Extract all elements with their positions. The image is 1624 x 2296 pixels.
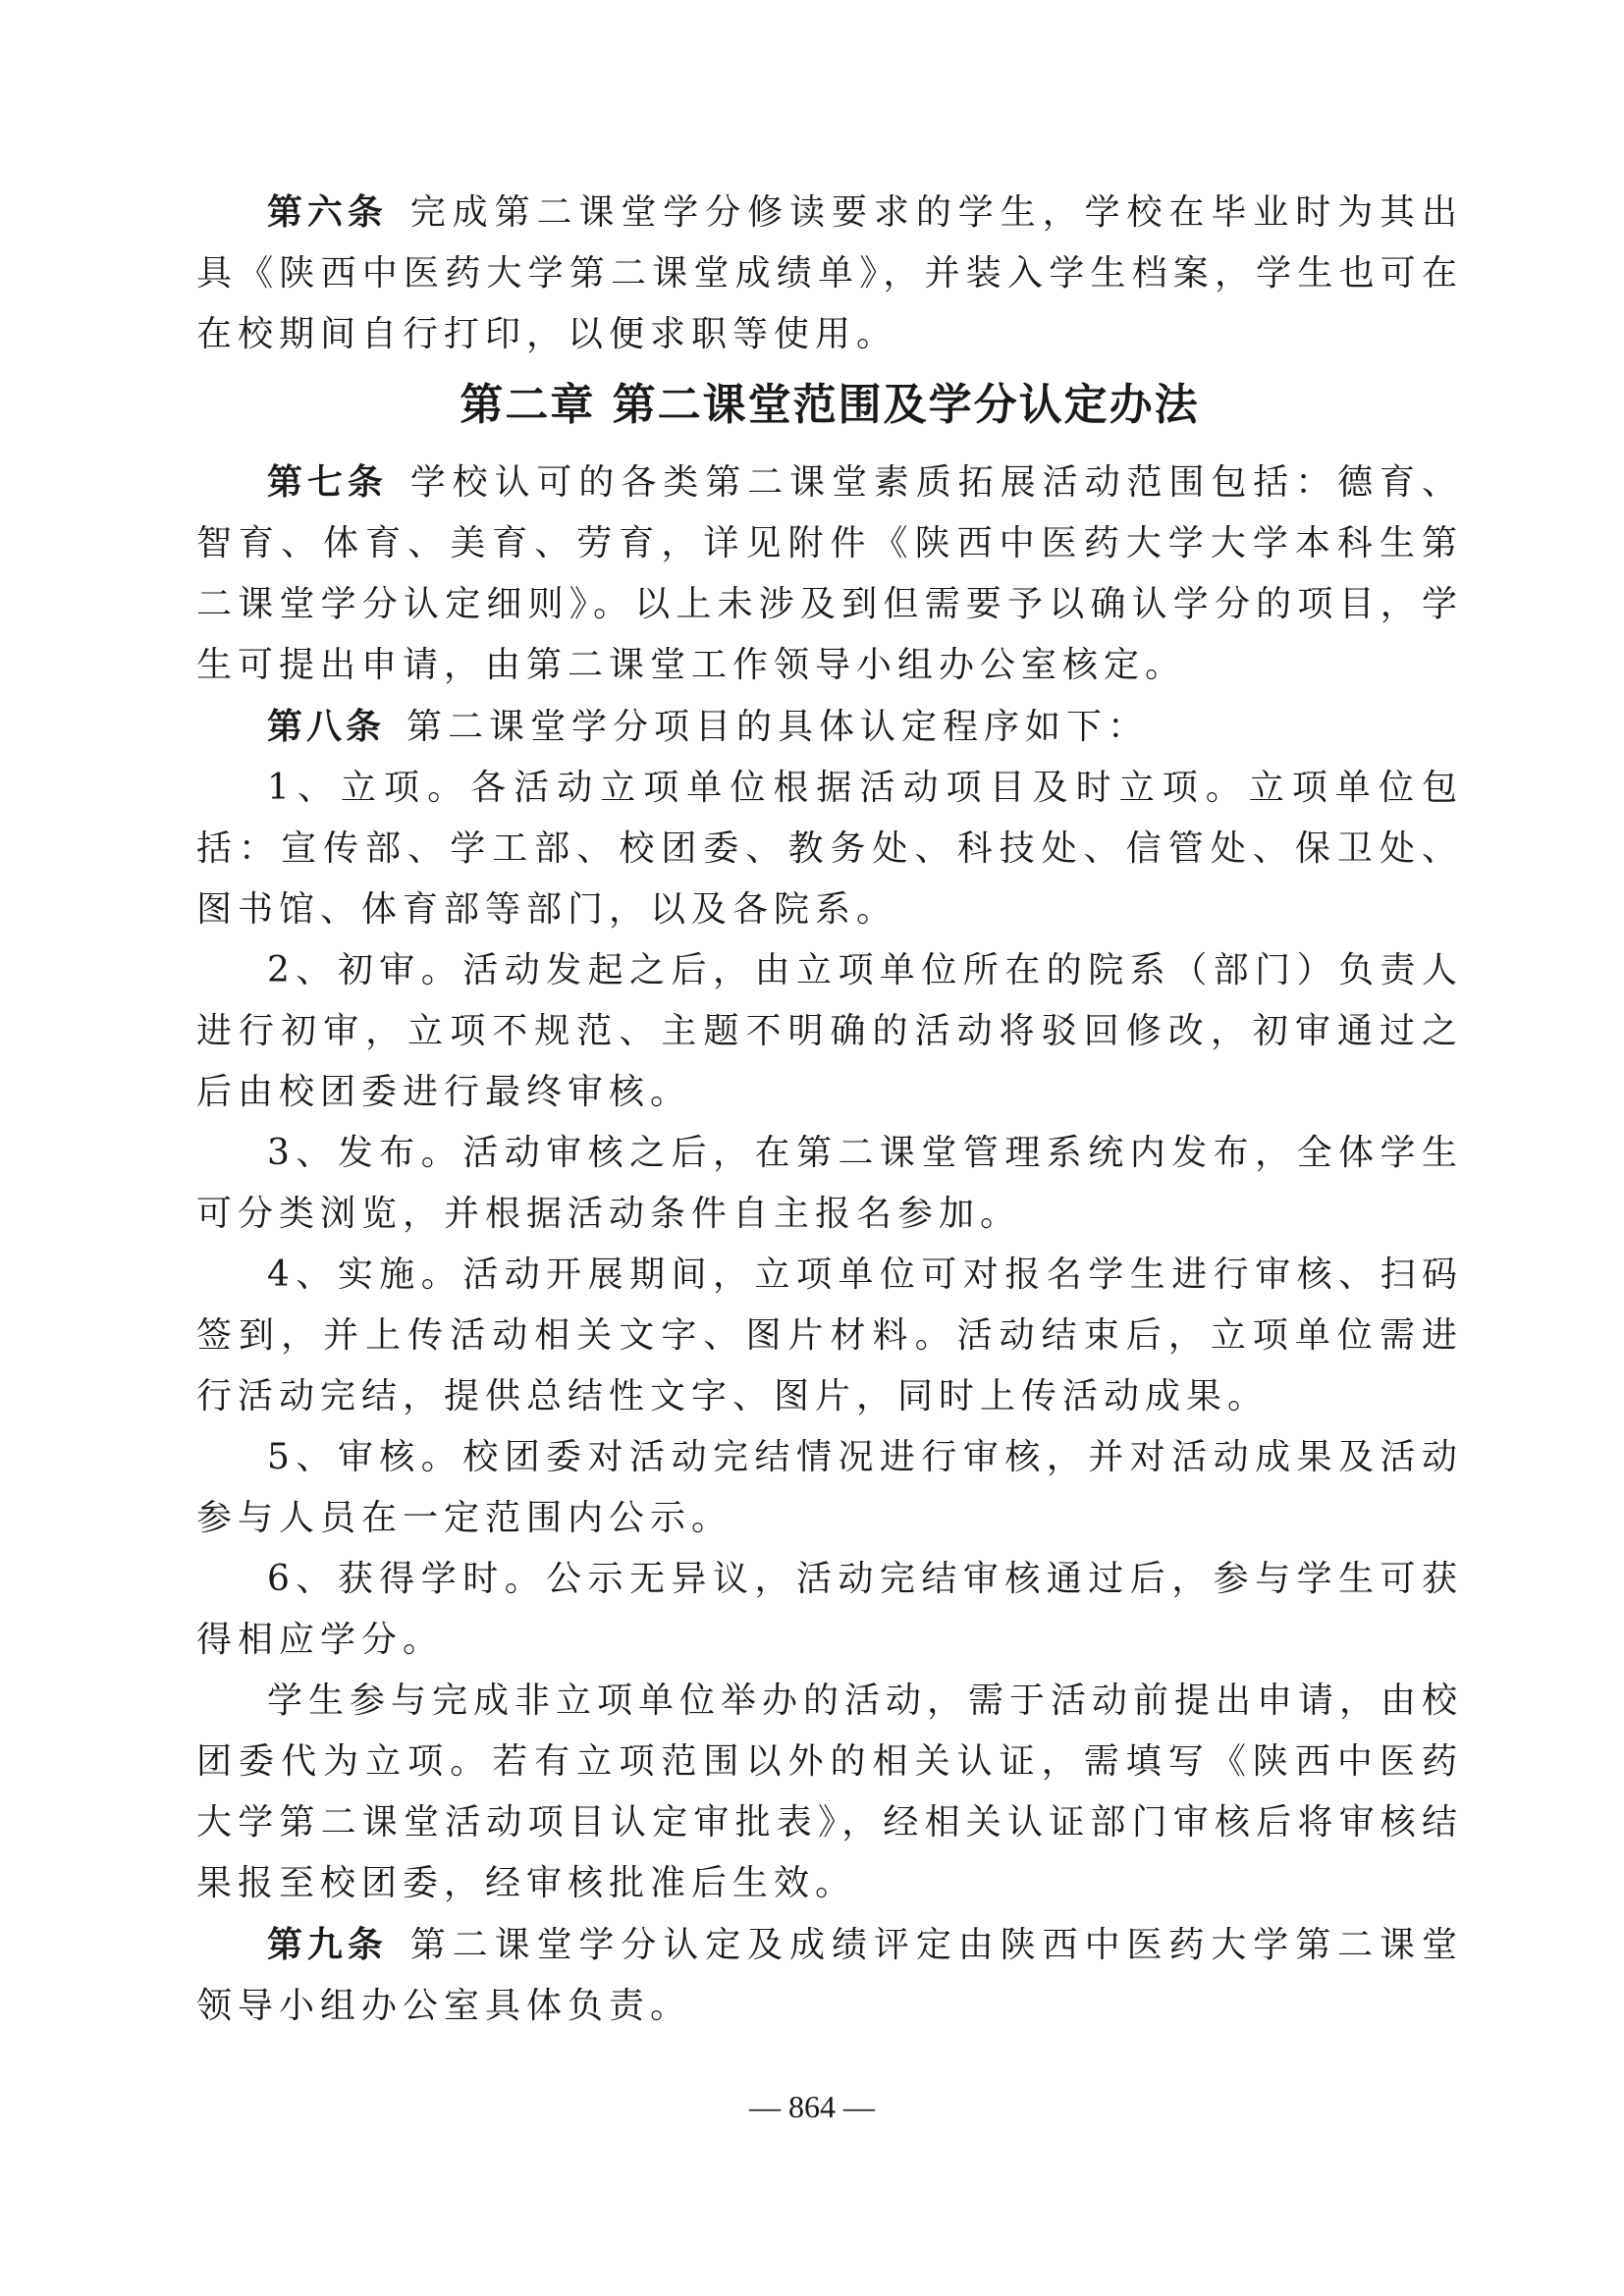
article-8-step-6: 6、获得学时。公示无异议，活动完结审核通过后，参与学生可获得相应学分。	[196, 1559, 1463, 1660]
article-8-step-3: 3、发布。活动审核之后，在第二课堂管理系统内发布，全体学生可分类浏览，并根据活动条件自主报名参加。	[196, 1133, 1463, 1234]
article-9-text: 第二课堂学分认定及成绩评定由陕西中医药大学第二课堂领导小组办公室具体负责。	[196, 1925, 1463, 2026]
article-7-heading: 第七条	[267, 461, 388, 503]
article-8-text: 第二课堂学分项目的具体认定程序如下：	[406, 707, 1150, 747]
page-number: — 864 —	[749, 2089, 875, 2124]
article-8	[196, 696, 1463, 758]
article-6-text: 完成第二课堂学分修读要求的学生，学校在毕业时为其出具《陕西中医药大学第二课堂成绩单》，并装入学生档案，学生也可在在校期间自行打印，以便求职等使用。	[196, 192, 1463, 354]
article-6-heading: 第六条	[267, 191, 388, 233]
article-6	[196, 182, 1463, 365]
article-8-step-4: 4、实施。活动开展期间，立项单位可对报名学生进行审核、扫码签到，并上传活动相关文字、图片材料。活动结束后，立项单位需进行活动完结，提供总结性文字、图片，同时上传活动成果。	[196, 1255, 1463, 1416]
chapter-2-title: 第二章 第二课堂范围及学分认定办法	[460, 380, 1200, 430]
article-7	[196, 452, 1463, 696]
article-8-step-5: 5、审核。校团委对活动完结情况进行审核，并对活动成果及活动参与人员在一定范围内公示。	[196, 1437, 1463, 1538]
article-9-heading: 第九条	[267, 1924, 388, 1965]
article-8-step-1: 1、立项。各活动立项单位根据活动项目及时立项。立项单位包括：宣传部、学工部、校团委、教务处、科技处、信管处、保卫处、图书馆、体育部等部门，以及各院系。	[196, 768, 1463, 930]
document-page	[196, 182, 1463, 2037]
article-8-step-2: 2、初审。活动发起之后，由立项单位所在的院系（部门）负责人进行初审，立项不规范、主题不明确的活动将驳回修改，初审通过之后由校团委进行最终审核。	[196, 950, 1463, 1112]
article-7-text: 学校认可的各类第二课堂素质拓展活动范围包括：德育、智育、体育、美育、劳育，详见附件《陕西中医药大学大学本科生第二课堂学分认定细则》。以上未涉及到但需要予以确认学分的项目，学生可提出申请，由第二课堂工作领导小组办公室核定。	[196, 462, 1463, 685]
article-8-heading: 第八条	[267, 706, 386, 747]
article-8-note: 学生参与完成非立项单位举办的活动，需于活动前提出申请，由校团委代为立项。若有立项范围以外的相关认证，需填写《陕西中医药大学第二课堂活动项目认定审批表》，经相关认证部门审核后将审核结果报至校团委，经审核批准后生效。	[196, 1681, 1464, 1903]
article-9	[196, 1914, 1463, 2037]
